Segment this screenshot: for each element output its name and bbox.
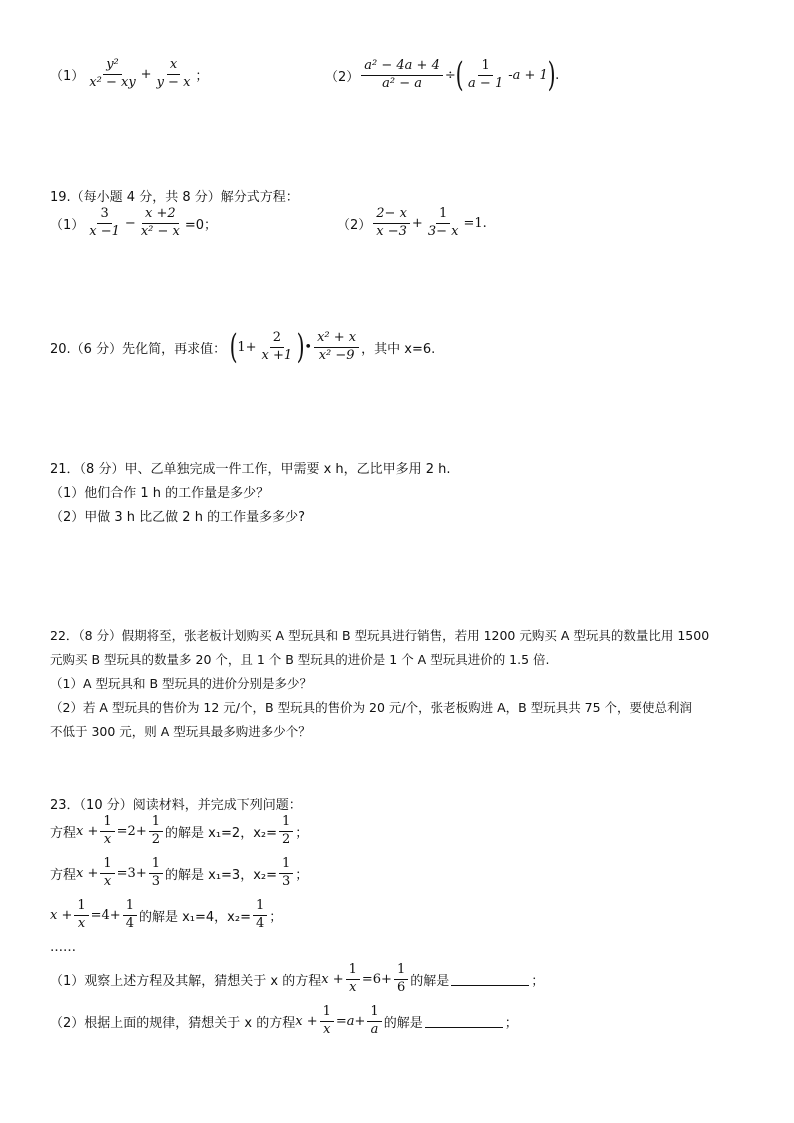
q23-r3-frac-x-den: x [77,915,86,931]
q19-p1-frac1-den: x −1 [89,223,120,239]
q20-heading: 20.（6 分）先化简，再求值： [50,341,227,357]
q19-p1-op: − [124,215,136,231]
q23-ellipsis: …… [50,940,76,955]
q23-r1-sol: 的解是 x₁=2，x₂= [165,825,277,841]
q21-heading: 21．（8 分）甲、乙单独完成一件工作，甲需要 x h，乙比甲多用 2 h. [50,462,451,477]
q21-sub2: （2）甲做 3 h 比乙做 2 h 的工作量多多少? [50,510,305,525]
q23-s1-frac-x-num: 1 [346,963,360,980]
q23-r1-frac-n [149,815,163,848]
q23-r2-frac-n-den: 3 [151,873,160,889]
q19-p1-end: =0； [184,217,218,233]
q18-p2-end: . [555,67,560,83]
q23-s1-frac-n-num: 1 [394,963,408,980]
q23-r2-pre: 方程 [50,867,77,883]
q19-p2-frac2-den: 3− x [427,223,459,239]
q19-p1-label: （1） [50,217,85,233]
q23-row3 [50,899,282,932]
q22-line1: 22．（8 分）假期将至，张老板计划购买 A 型玩具和 B 型玩具进行销售，若用 1200 元购买 A 型玩具的数量比用 1500 [50,628,710,643]
q23-s1-frac-n-den: 6 [396,979,406,995]
q20 [50,327,436,367]
q23-r3-frac-n [123,899,137,932]
q23-row2 [50,857,308,890]
q23-r2-frac-x-num: 1 [100,857,114,874]
q23-r1-end: ； [295,825,309,841]
q19-p1-frac1-num: 3 [97,207,111,224]
q19-p1-frac1 [86,207,123,240]
q18-p2-frac2-num: 1 [478,59,492,76]
q23-r3-ans-den: 4 [255,915,265,931]
q23-s1-end: ； [531,973,545,989]
q18-p2-frac1 [361,59,443,92]
q23-s2-frac-n-den: a [370,1021,379,1037]
q23-s2-end: ； [504,1015,518,1031]
q23-r2-frac-n [149,857,163,890]
q20-tail: ，其中 x=6. [361,341,436,357]
q23-r2-eq: =3+ [116,865,147,881]
q23-s1-post: 的解是 [410,973,450,989]
q18-p2-label: （2） [325,69,360,85]
q19-p1-frac2 [138,207,183,240]
q23-r3-frac-n-num: 1 [123,899,137,916]
q19-part1 [50,207,217,240]
q23-r3-eq: =4+ [90,907,121,923]
q23-r2-ans [279,857,293,890]
q23-s2-frac-n [367,1005,381,1038]
q23-r2-xplus: x + [76,865,99,881]
q23-r1-frac-x-den: x [103,831,112,847]
q18-p2-rparen: ) [547,55,556,95]
q20-frac1-den: x +1 [261,347,293,363]
q23-s2-frac-x-den: x [323,1021,331,1037]
q18-p1-label: （1） [50,68,85,84]
q19-p2-frac1-den: x −3 [376,223,407,239]
q18-p2-op: ÷ [444,67,456,83]
q18-p2-lparen: ( [455,55,464,95]
q23-r2-frac-n-num: 1 [149,857,163,874]
q20-dot: • [304,339,313,355]
q21-sub1: （1）他们合作 1 h 的工作量是多少？ [50,486,270,501]
q23-s2-post: 的解是 [383,1015,423,1031]
q18-p2-tail: -a + 1 [508,67,548,83]
q18-p1-frac1 [86,58,138,91]
q20-frac2 [314,331,359,364]
q23-r2-sol: 的解是 x₁=3，x₂= [165,867,277,883]
q23-r1-xplus: x + [76,823,99,839]
q23-s2-frac-x [320,1005,334,1038]
q23-r1-pre: 方程 [50,825,77,841]
q23-s1-frac-x-den: x [349,979,357,995]
q19-p2-frac1 [373,207,410,240]
q22-sub2a: （2）若 A 型玩具的售价为 12 元/个，B 型玩具的售价为 20 元/个，张老板购进 A，B 型玩具共 75 个，要使总利润 [50,700,693,715]
q23-r3-end: ； [269,909,283,925]
q23-r2-ans-num: 1 [279,857,293,874]
q23-r2-frac-x [100,857,114,890]
q19-p2-label: （2） [337,217,372,233]
q23-s1-eq: =6+ [361,971,392,987]
q23-row1 [50,815,308,848]
q23-r3-ans [253,899,267,932]
q23-heading: 23．（10 分）阅读材料，并完成下列问题： [50,798,302,813]
q19-part2 [337,207,487,240]
q18-p1-frac2 [154,58,194,91]
q18-p2-frac2 [465,59,506,92]
q20-lparen: ( [229,327,238,367]
q23-s2-frac-x-num: 1 [320,1005,334,1022]
q18-p1-frac1-den: x² − xy [89,74,136,90]
q23-s2-frac-n-num: 1 [367,1005,381,1022]
q18-p1-end: ； [195,68,209,84]
q20-frac2-num: x² + x [314,331,359,348]
q18-p1-frac2-num: x [167,58,180,75]
q18-p2-frac1-den: a² − a [382,75,422,91]
q22-sub1: （1）A 型玩具和 B 型玩具的进价分别是多少？ [50,676,313,691]
q19-p2-frac2 [425,207,462,240]
q20-rparen: ) [296,327,305,367]
q23-r2-frac-x-den: x [103,873,112,889]
q22-line2: 元购买 B 型玩具的数量多 20 个，且 1 个 B 型玩具的进价是 1 个 A 型玩具进价的 1.5 倍. [50,652,550,667]
q23-s1-frac-x [346,963,360,996]
q23-r1-frac-x-num: 1 [100,815,114,832]
q19-p2-op: + [411,215,423,231]
q20-frac2-den: x² −9 [318,347,355,363]
q23-s2-eq: =a+ [335,1013,366,1029]
q19-heading: 19.（每小题 4 分，共 8 分）解分式方程： [50,190,299,205]
q23-r3-frac-x-num: 1 [74,899,88,916]
q19-p2-end: =1. [463,215,487,231]
q23-s1-xplus: x + [321,971,344,987]
q23-s2-answer-blank[interactable] [425,1015,503,1028]
q23-s1-frac-n [394,963,408,996]
q23-s2-pre: （2）根据上面的规律，猜想关于 x 的方程 [50,1015,296,1031]
q23-r3-xplus: x + [50,907,73,923]
q23-r1-frac-n-den: 2 [151,831,160,847]
q20-inner: 1+ [237,339,257,355]
q23-r3-frac-x [74,899,88,932]
q23-r1-ans-num: 1 [279,815,293,832]
q18-p1-op: + [140,66,152,82]
q23-r1-frac-n-num: 1 [149,815,163,832]
q18-p1-frac2-den: y − x [156,74,191,90]
q20-frac1 [259,331,296,364]
q23-r2-ans-den: 3 [282,873,291,889]
q19-p2-frac1-num: 2− x [373,207,410,224]
q18-p2-frac1-num: a² − 4a + 4 [361,59,443,76]
q23-s1-answer-blank[interactable] [451,973,529,986]
q23-sub1 [50,963,544,996]
q18-part1 [50,58,208,91]
q23-r1-ans [279,815,293,848]
q23-r3-frac-n-den: 4 [125,915,134,931]
q23-r2-end: ； [295,867,309,883]
q18-p1-frac1-num: y² [103,58,122,75]
q19-p2-frac2-num: 1 [436,207,450,224]
q23-r3-sol: 的解是 x₁=4，x₂= [138,909,251,925]
q23-s2-xplus: x + [295,1013,318,1029]
q23-r1-eq: =2+ [116,823,147,839]
q22-sub2b: 不低于 300 元，则 A 型玩具最多购进多少个？ [50,724,311,739]
q20-frac1-num: 2 [270,331,284,348]
q23-s1-pre: （1）观察上述方程及其解，猜想关于 x 的方程 [50,973,322,989]
q18-p2-frac2-den: a − 1 [468,75,504,91]
q19-p1-frac2-den: x² − x [140,223,180,239]
q18-part2 [325,55,560,95]
q19-p1-frac2-num: x +2 [142,207,179,224]
q23-r1-frac-x [100,815,114,848]
q23-sub2 [50,1005,518,1038]
q23-r3-ans-num: 1 [253,899,267,916]
q23-r1-ans-den: 2 [282,831,291,847]
